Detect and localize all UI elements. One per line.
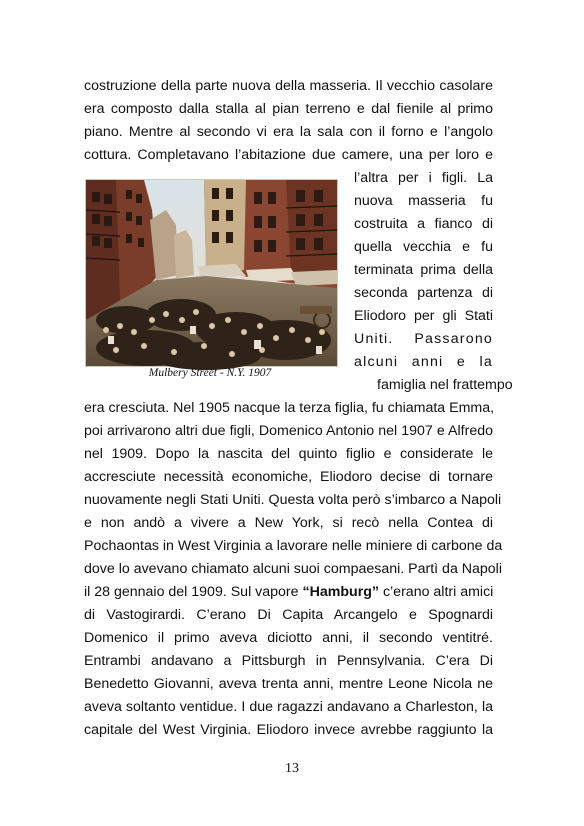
text-fragment: il 28 gennaio del 1909. Sul vapore — [84, 584, 299, 600]
text-line: Entrambi andavano a Pittsburgh in Pennsylvania. C’era Di — [84, 653, 493, 669]
text-line: seconda partenza di — [354, 285, 493, 301]
text-line: costruita a fianco di — [354, 216, 493, 232]
text-line: capitale del West Virginia. Eliodoro invece avrebbe raggiunto la — [84, 722, 493, 738]
text-line: aveva soltanto ventidue. I due ragazzi andavano a Charleston, la — [84, 699, 493, 715]
text-line: era cresciuta. Nel 1905 nacque la terza figlia, fu chiamata Emma, — [84, 400, 495, 416]
text-line: famiglia nel frattempo — [377, 377, 513, 393]
text-line: alcuni anni e la — [354, 354, 493, 370]
text-line: Pochaontas in West Virginia a lavorare nelle miniere di carbone da — [84, 538, 503, 554]
text-line: poi arrivarono altri due figli, Domenico Antonio nel 1907 e Alfredo — [84, 423, 493, 439]
text-line: accresciute necessità economiche, Eliodoro decise di tornare — [84, 469, 493, 485]
ship-name: “Hamburg” — [302, 584, 379, 600]
text-line: Eliodoro per gli Stati — [354, 308, 493, 324]
text-fragment: c’erano altri amici — [382, 584, 494, 600]
text-line: costruzione della parte nuova della masseria. Il vecchio casolare — [84, 78, 493, 94]
text-line: nuova masseria fu — [354, 193, 493, 209]
text-line: nuovamente negli Stati Uniti. Questa volta però s’imbarco a Napoli — [84, 492, 502, 508]
text-line: piano. Mentre al secondo vi era la sala con il forno e l’angolo — [84, 124, 493, 140]
text-line: Benedetto Giovanni, aveva trenta anni, mentre Leone Nicola ne — [84, 676, 493, 692]
text-line: terminata prima della — [354, 262, 493, 278]
text-line: dove lo avevano chiamato alcuni suoi compaesani. Partì da Napoli — [84, 561, 502, 577]
text-line: l’altra per i figli. La — [354, 170, 493, 186]
text-line — [84, 581, 493, 605]
text-line: Domenico il primo aveva diciotto anni, il secondo ventitré. — [84, 630, 493, 646]
text-line: cottura. Completavano l’abitazione due camere, una per loro e — [84, 147, 493, 163]
text-line: era composto dalla stalla al pian terreno e dal fienile al primo — [84, 101, 493, 117]
text-line: di Vastogirardi. C’erano Di Capita Arcangelo e Spognardi — [84, 607, 493, 623]
photo-caption: Mulbery Street - N.Y. 1907 — [148, 367, 272, 379]
text-line: quella vecchia e fu — [354, 239, 493, 255]
text-line: nel 1909. Dopo la nascita del quinto figlio e considerate le — [84, 446, 493, 462]
text-line: Uniti. Passarono — [354, 331, 493, 347]
page-number: 13 — [285, 761, 299, 776]
text-line: e non andò a vivere a New York, si recò nella Contea di — [84, 515, 493, 531]
mulberry-street-photo — [85, 179, 338, 367]
